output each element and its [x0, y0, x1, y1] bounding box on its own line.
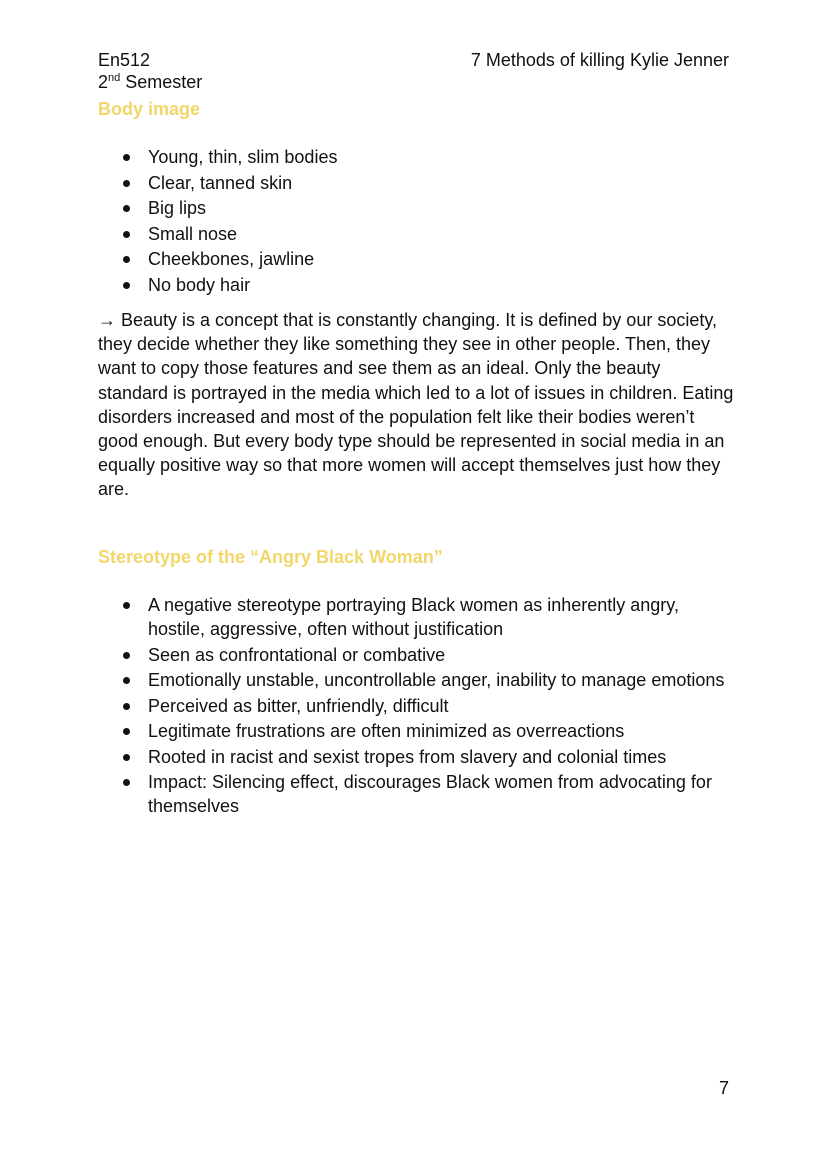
semester-number: 2 — [98, 72, 109, 92]
page-number: 7 — [718, 1078, 729, 1098]
body-image-paragraph: → Beauty is a concept that is constantly changing. It is defined by our society, they decide whether they like something they see in other people. Then, they want to copy those features and see them as an ideal. Only the beauty standard is portrayed in the media which led to a lot of issues in children. Eating disorders increased and most of the population felt like their bodies weren’t good enough. But every body type should be represented in social media in an equally positive way so that more women will accept themselves just how they are. — [98, 310, 734, 500]
list-item-text: Emotionally unstable, uncontrollable anger, inability to manage emotions — [148, 670, 725, 690]
bullet-icon — [123, 282, 130, 289]
list-item-text: Impact: Silencing effect, discourages Black women from advocating for themselves — [148, 772, 712, 816]
list-item-text: Clear, tanned skin — [148, 172, 293, 193]
stereotype-list — [98, 593, 738, 820]
list-item — [98, 745, 738, 769]
list-item-text: A negative stereotype portraying Black women as inherently angry, hostile, aggressive, often without justification — [148, 595, 679, 639]
bullet-icon — [123, 602, 130, 609]
list-item-text: Rooted in racist and sexist tropes from slavery and colonial times — [148, 746, 667, 767]
list-item — [98, 145, 738, 169]
list-item — [98, 770, 738, 818]
list-item-text: Small nose — [148, 223, 238, 244]
bullet-icon — [123, 779, 130, 786]
bullet-icon — [123, 754, 130, 761]
list-item — [98, 694, 738, 718]
bullet-icon — [123, 154, 130, 161]
list-item-text: Young, thin, slim bodies — [148, 147, 338, 167]
list-item — [98, 719, 738, 743]
list-item — [98, 668, 738, 692]
section-heading-body-image: Body image — [98, 99, 201, 119]
bullet-icon — [123, 180, 130, 187]
list-item — [98, 222, 738, 246]
course-code: En512 — [98, 50, 151, 70]
list-item — [98, 593, 738, 641]
list-item-text: Seen as confrontational or combative — [148, 644, 446, 665]
list-item — [98, 643, 738, 667]
list-item — [98, 247, 738, 271]
section-heading-angry-black-woman: Stereotype of the “Angry Black Woman” — [98, 547, 443, 567]
list-item — [98, 273, 738, 297]
bullet-icon — [123, 703, 130, 710]
list-item-text: Legitimate frustrations are often minimized as overreactions — [148, 721, 625, 741]
bullet-icon — [123, 652, 130, 659]
list-item-text: Perceived as bitter, unfriendly, difficult — [148, 695, 449, 716]
semester-label — [98, 71, 202, 93]
header-left — [98, 49, 202, 93]
bullet-icon — [123, 256, 130, 263]
list-item — [98, 171, 738, 195]
list-item-text: Big lips — [148, 198, 207, 218]
header-right — [471, 49, 729, 71]
bullet-icon — [123, 205, 130, 212]
semester-word: Semester — [120, 72, 203, 92]
document-title: 7 Methods of killing Kylie Jenner — [470, 50, 729, 70]
bullet-icon — [123, 728, 130, 735]
semester-superscript: nd — [108, 72, 121, 84]
list-item-text: Cheekbones, jawline — [148, 249, 315, 269]
list-item-text: No body hair — [148, 274, 251, 295]
list-item — [98, 196, 738, 220]
bullet-icon — [123, 231, 130, 238]
bullet-icon — [123, 677, 130, 684]
body-image-list — [98, 145, 738, 298]
